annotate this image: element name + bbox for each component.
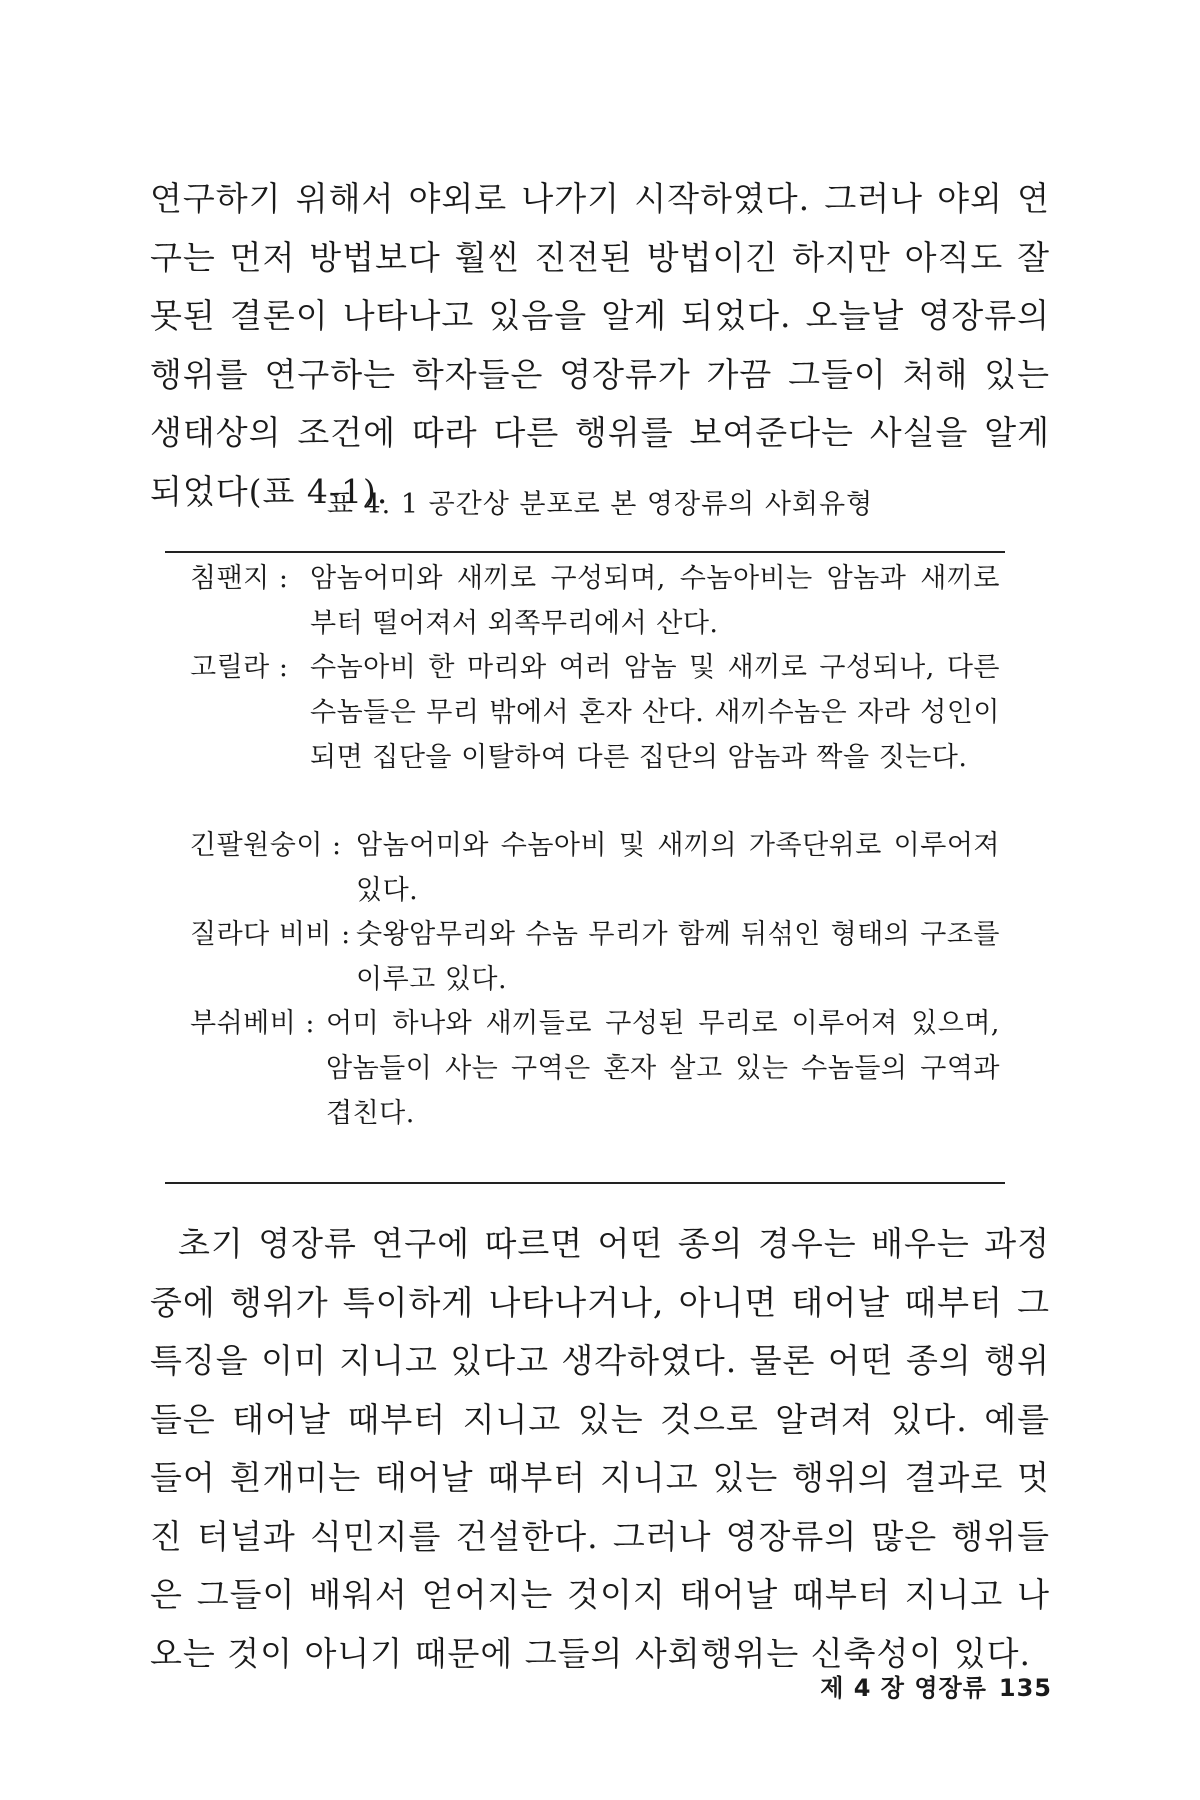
entry-term: 긴팔원숭이 : — [190, 830, 342, 861]
table-entry — [190, 1001, 1000, 1136]
body-paragraph-2: 초기 영장류 연구에 따르면 어떤 종의 경우는 배우는 과정 중에 행위가 특이하게 나타나거나, 아니면 태어날 때부터 그 특징을 이미 지니고 있다고 생각하였다. 물론 어떤 종의 행위들은 태어날 때부터 지니고 있는 것으로 알려져 있다. 예를 들어 흰개미는 태어날 때부터 지니고 있는 행위의 결과로 멋진 터널과 식민지를 건설한다. 그러나 영장류의 많은 행위들은 그들이 배워서 얻어지는 것이지 태어날 때부터 지니고 나오는 것이 아니기 때문에 그들의 사회행위는 신축성이 있다. — [150, 1224, 1050, 1673]
entry-description: 암놈어미와 새끼로 구성되며, 수놈아비는 암놈과 새끼로부터 떨어져서 외쪽무리에서 산다. — [310, 563, 1000, 639]
chapter-label: 제 4 장 영장류 — [820, 1674, 987, 1702]
entry-term: 침팬지 : — [190, 563, 289, 594]
page-number: 135 — [998, 1674, 1052, 1702]
entry-term: 질라다 비비 : — [190, 919, 351, 950]
table-entry — [190, 912, 1000, 1002]
table-title: 표 4. 1 공간상 분포로 본 영장류의 사회유형 — [326, 489, 874, 520]
table-entry — [190, 645, 1000, 780]
entry-term: 부쉬베비 : — [190, 1008, 316, 1039]
entry-description: 암놈어미와 수놈아비 및 새끼의 가족단위로 이루어져 있다. — [356, 830, 1000, 906]
table-entry — [190, 556, 1000, 646]
entry-description: 어미 하나와 새끼들로 구성된 무리로 이루어져 있으며, 암놈들이 사는 구역은 혼자 살고 있는 수놈들의 구역과 겹친다. — [326, 1008, 1000, 1129]
entry-description: 숫왕암무리와 수놈 무리가 함께 뒤섞인 형태의 구조를 이루고 있다. — [356, 919, 1000, 995]
page-footer — [820, 1668, 1052, 1703]
table-entry — [190, 823, 1000, 913]
entry-description: 수놈아비 한 마리와 여러 암놈 및 새끼로 구성되나, 다른 수놈들은 무리 밖에서 혼자 산다. 새끼수놈은 자라 성인이 되면 집단을 이탈하여 다른 집단의 암놈과 짝을 짓는다. — [310, 652, 1000, 773]
entry-term: 고릴라 : — [190, 652, 289, 683]
table-bottom-rule — [165, 1182, 1005, 1184]
body-paragraph-1: 연구하기 위해서 야외로 나가기 시작하였다. 그러나 야외 연구는 먼저 방법보다 훨씬 진전된 방법이긴 하지만 아직도 잘못된 결론이 나타나고 있음을 알게 되었다. 오늘날 영장류의 행위를 연구하는 학자들은 영장류가 가끔 그들이 처해 있는 생태상의 조건에 따라 다른 행위를 보여준다는 사실을 알게 되었다(표 4-1). — [150, 179, 1050, 511]
table-top-rule — [165, 551, 1005, 553]
